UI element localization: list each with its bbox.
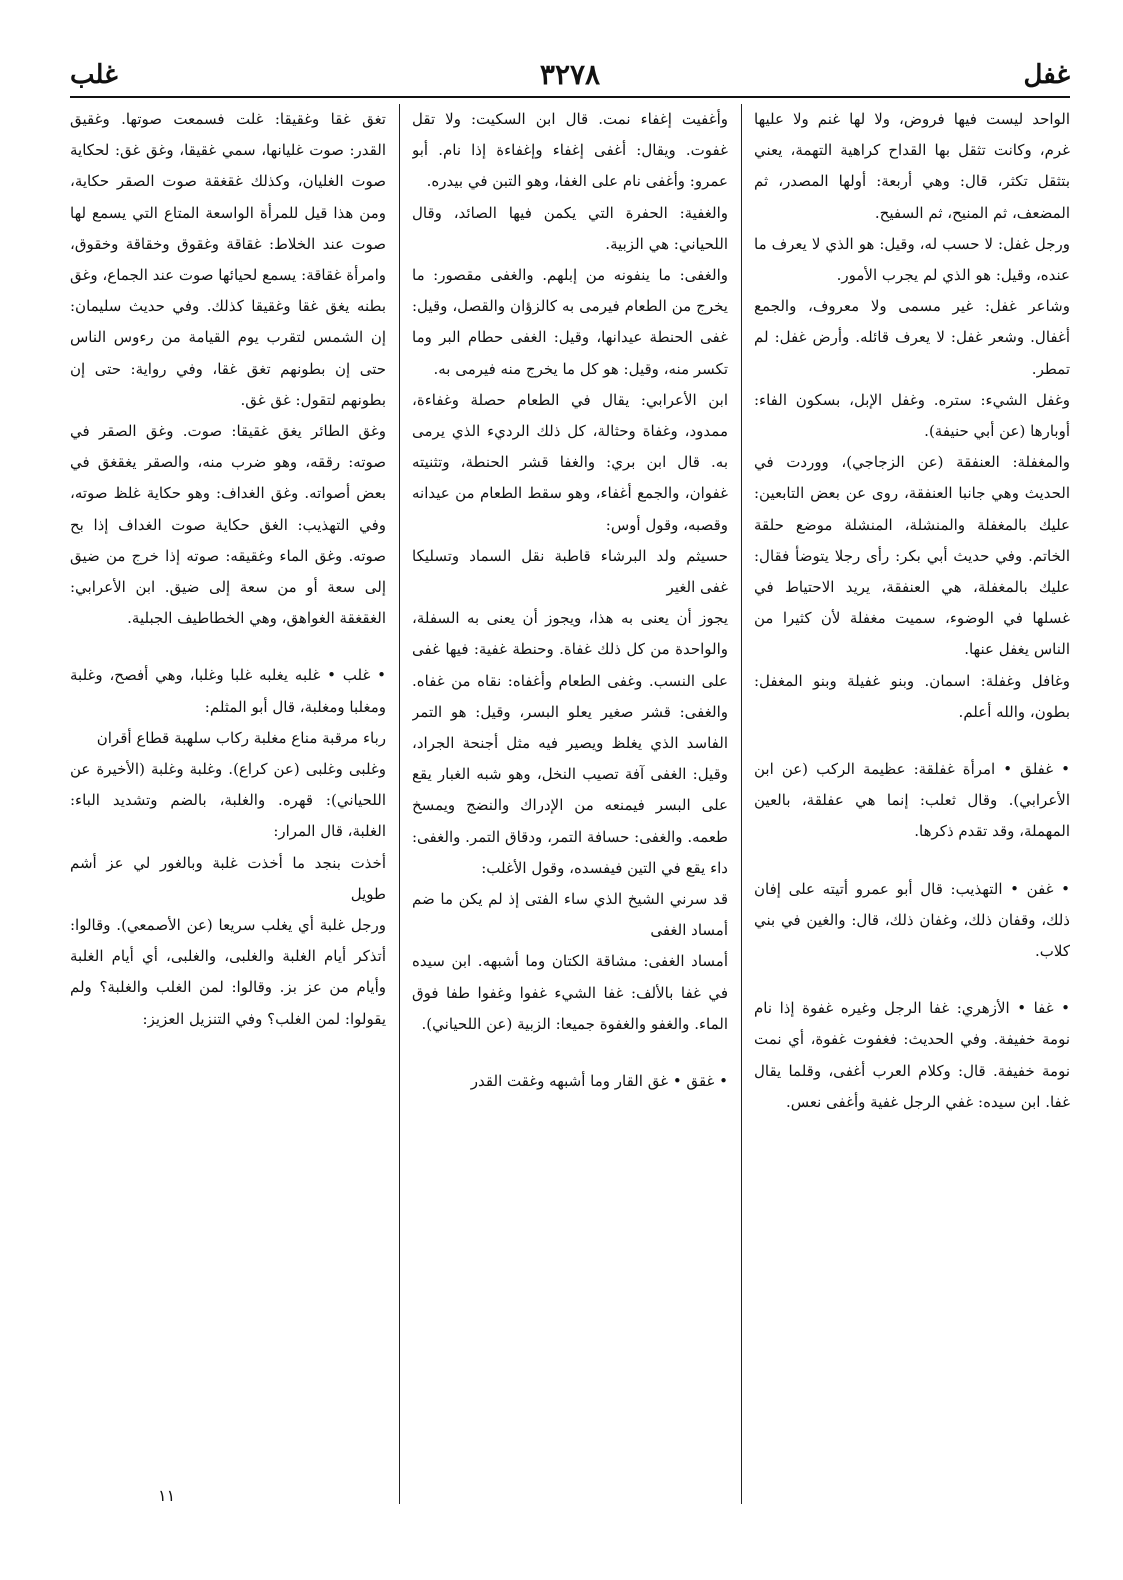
entry-paragraph: حسيثم ولد البرشاء قاطبة نقل السماد وتسليكا غفى الغير bbox=[412, 546, 728, 597]
entry-gap bbox=[754, 967, 1070, 993]
footer-mark: ١١ bbox=[158, 1486, 176, 1505]
entry-paragraph: وغافل وغفلة: اسمان. وبنو غفيلة وبنو المغفل: بطون، والله أعلم. bbox=[754, 671, 1070, 721]
entry-gap bbox=[754, 728, 1070, 754]
header-rule bbox=[70, 96, 1070, 98]
column-middle bbox=[412, 104, 728, 1524]
entry-paragraph: تغق غقا وغقيقا: غلت فسمعت صوتها. وغقيق القدر: صوت غليانها، سمي غقيقا، وغق غق: لحكاية صوت الغليان، وكذلك غقغقة صوت الصقر حكاية، ومن هذا قيل للمرأة الواسعة المتاع التي يسمع لها صوت عند الخلاط: غقاقة وغقوق وخقاقة وخقوق، وامرأة غقاقة: يسمع لحيائها صوت عند الجماع، وغق بطنه يغق غقا وغقيقا كذلك. وفي حديث سليمان: إن الشمس لتقرب يوم القيامة من رءوس الناس حتى إن بطونهم تغق غقا، وفي رواية: حتى إن بطونهم لتقول: غق غق. bbox=[70, 110, 386, 409]
column-divider bbox=[399, 104, 400, 1504]
entry-paragraph: أخذت بنجد ما أخذت غلبة وبالغور لي عز أشم طويل bbox=[70, 853, 386, 903]
entry-paragraph: أمساد الغفى: مشاقة الكتان وما أشبهه. ابن سيده في غفا بالألف: غفا الشيء غفوا وغفوا طفا فوق الماء. والغفو والغفوة جميعا: الزبية (عن اللحياني). bbox=[412, 952, 728, 1033]
entry-paragraph: ورجل غلبة أي يغلب سريعا (عن الأصمعي). وقالوا: أتذكر أيام الغلبة والغلبى، والغلبى، أي أيام الغلبة وأيام من عز بز. وقالوا: لمن الغلب والغلبة؟ ولم يقولوا: لمن الغلب؟ وفي التنزيل العزيز: bbox=[70, 916, 386, 1028]
entry-paragraph: • غقق • غق القار وما أشبهه وغقت القدر bbox=[470, 1072, 728, 1091]
entry-paragraph: ورجل غفل: لا حسب له، وقيل: هو الذي لا يعرف ما عنده، وقيل: هو الذي لم يجرب الأمور. bbox=[754, 234, 1070, 285]
entry-paragraph: • غفا • الأزهري: غفا الرجل وغيره غفوة إذا نام نومة خفيفة. وفي الحديث: فغفوت غفوة، أي نمت نومة خفيفة. قال: وكلام العرب أغفى، وقلما يقال غفا. ابن سيده: غفي الرجل غفية وأغفى نعس. bbox=[754, 999, 1070, 1111]
entry-paragraph: والمغفلة: العنفقة (عن الزجاجي)، ووردت في الحديث وهي جانبا العنفقة، روى عن بعض التابعين: عليك بالمغفلة والمنشلة، المنشلة موضع حلقة الخاتم. وفي حديث أبي بكر: رأى رجلا يتوضأ فقال: عليك بالمغفلة، هي العنفقة، يريد الاحتياط في غسلها في الوضوء، سميت مغفلة لأن كثيرا من الناس يغفل عنها. bbox=[754, 453, 1070, 659]
column-left bbox=[70, 104, 386, 1524]
entry-paragraph: • غلب • غلبه يغلبه غلبا وغلبا، وهي أفصح، وغلبة ومغلبا ومغلبة، قال أبو المثلم: bbox=[70, 666, 386, 716]
page-number: ٣٢٧٨ bbox=[539, 58, 601, 91]
entry-paragraph: ابن الأعرابي: يقال في الطعام حصلة وغفاءة، ممدود، وغفاة وحثالة، كل ذلك الرديء الذي يرمى به. قال ابن بري: والغفا قشر الحنطة، وتثنيته غفوان، والجمع أغفاء، وهو سقط الطعام من عيدانه وقصبه، وقول أوس: bbox=[412, 390, 728, 534]
entry-paragraph: وأغفيت إغفاء نمت. قال ابن السكيت: ولا تقل غفوت. ويقال: أغفى إغفاء وإغفاءة إذا نام. أبو عمرو: وأغفى نام على الغفا، وهو التبن في بيدره. bbox=[412, 110, 728, 191]
entry-paragraph: • غفلق • امرأة غفلقة: عظيمة الركب (عن ابن الأعرابي). وقال ثعلب: إنما هي عفلقة، بالعين المهملة، وقد تقدم ذكرها. bbox=[754, 760, 1070, 841]
entry-gap bbox=[412, 1040, 728, 1066]
entry-paragraph: والغفية: الحفرة التي يكمن فيها الصائد، وقال اللحياني: هي الزبية. bbox=[412, 203, 728, 253]
page-header bbox=[70, 56, 1070, 96]
entry-paragraph: وشاعر غفل: غير مسمى ولا معروف، والجمع أغفال. وشعر غفل: لا يعرف قائله. وأرض غفل: لم تمطر. bbox=[754, 297, 1070, 378]
entry-paragraph: رباء مرقبة مناع مغلبة ركاب سلهبة قطاع أقران bbox=[96, 728, 386, 747]
entry-paragraph: وغلبى وغلبى (عن كراع). وغلبة وغلبة (الأخيرة عن اللحياني): قهره. والغلبة، بالضم وتشديد الباء: الغلبة، قال المرار: bbox=[70, 760, 386, 841]
entry-paragraph: والغفى: ما ينفونه من إبلهم. والغفى مقصور: ما يخرج من الطعام فيرمى به كالزؤان والقصل، وقيل: غفى الحنطة عيدانها، وقيل: الغفى حطام البر وما تكسر منه، وقيل: هو كل ما يخرج منه فيرمى به. bbox=[412, 266, 728, 378]
guide-word-right: غفل bbox=[1023, 60, 1070, 90]
column-right bbox=[754, 104, 1070, 1524]
text-columns bbox=[70, 104, 1070, 1524]
entry-paragraph: يجوز أن يعنى به هذا، ويجوز أن يعنى به السفلة، والواحدة من كل ذلك غفاة. وحنطة غفية: فيها غفى على النسب. وغفى الطعام وأغفاه: نقاه من غفاه. والغفى: قشر صغير يعلو البسر، وقيل: هو التمر الفاسد الذي يغلظ ويصير فيه مثل أجنحة الجراد، وقيل: الغفى آفة تصيب النخل، وهو شبه الغبار يقع على البسر فيمنعه من الإدراك والنضج ويمسخ طعمه. والغفى: حسافة التمر، ودقاق التمر. والغفى: داء يقع في التين فيفسده، وقول الأغلب: bbox=[412, 609, 728, 877]
entry-paragraph: • غفن • التهذيب: قال أبو عمرو أتيته على إفان ذلك، وقفان ذلك، وغفان ذلك، قال: والغين في بني كلاب. bbox=[754, 879, 1070, 961]
entry-gap bbox=[754, 848, 1070, 874]
guide-word-left: غلب bbox=[70, 60, 118, 90]
column-divider bbox=[741, 104, 742, 1504]
entry-paragraph: الواحد ليست فيها فروض، ولا لها غنم ولا عليها غرم، وكانت تثقل بها القداح كراهية التهمة، يعني بتثقل تكثر، قال: وهي أربعة: أولها المصدر، ثم المضعف، ثم المنيح، ثم السفيح. bbox=[754, 110, 1070, 222]
entry-paragraph: وغفل الشيء: ستره. وغفل الإبل، بسكون الفاء: أوبارها (عن أبي حنيفة). bbox=[754, 390, 1070, 441]
entry-gap bbox=[70, 634, 386, 660]
entry-paragraph: وغق الطائر يغق غقيقا: صوت. وغق الصقر في صوته: رققه، وهو ضرب منه، والصقر يغقغق في بعض أصواته. وغق الغداف: وهو حكاية غلظ صوته، وفي التهذيب: الغق حكاية صوت الغداف إذا بح صوته. وغق الماء وغقيقه: صوته إذا خرج من ضيق إلى سعة أو من سعة إلى ضيق. ابن الأعرابي: الغقغقة الغواهق، وهي الخطاطيف الجبلية. bbox=[70, 422, 386, 628]
entry-paragraph: قد سرني الشيخ الذي ساء الفتى إذ لم يكن ما ضم أمساد الغفى bbox=[412, 890, 728, 940]
